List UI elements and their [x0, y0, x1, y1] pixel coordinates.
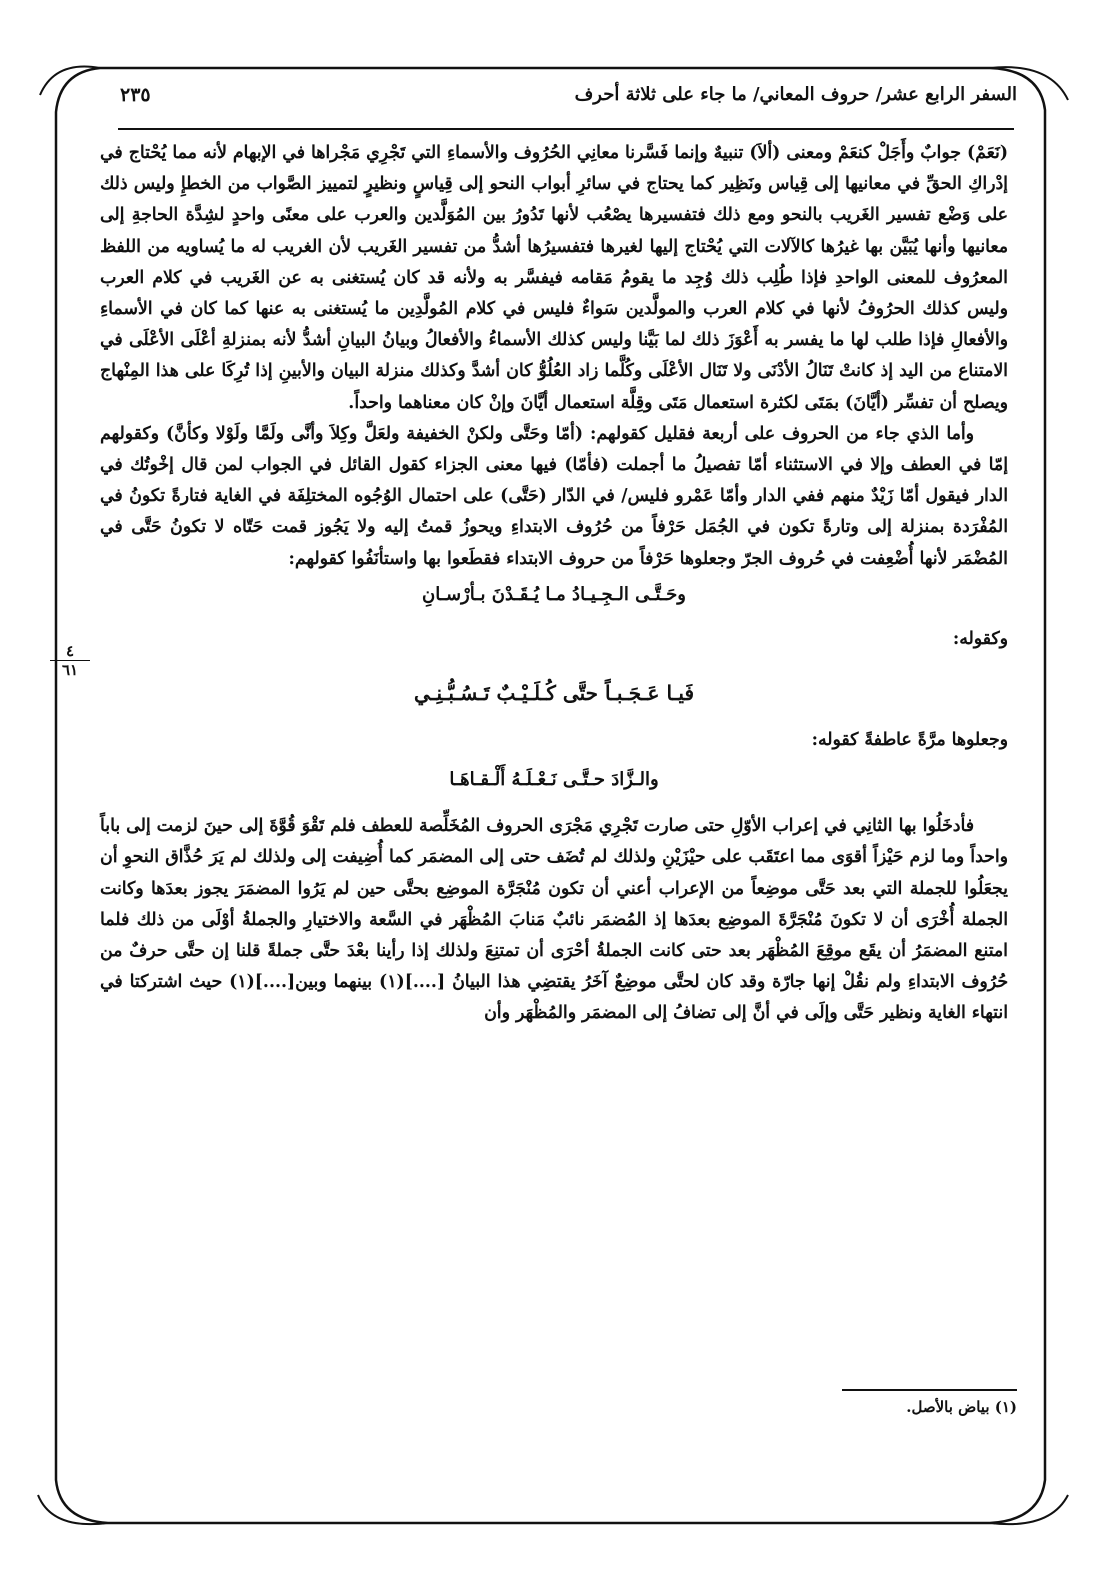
footnote-rule — [842, 1389, 1017, 1391]
verse-cue-1: وكقوله: — [952, 628, 1008, 649]
margin-folio-page: ٦١ — [61, 661, 79, 679]
footnote: (١) بياض بالأصل. — [906, 1398, 1017, 1416]
header-rule — [118, 128, 1014, 130]
verse-3: والـزَّادَ حـتَّـى نَـعْـلَـهُ أَلْـقـاهَـا — [449, 769, 659, 791]
paragraph-3: فأدخَلُوا بها الثانِي في إعراب الأوّلِ حتى صارت تَجْرِي مَجْرَى الحروف المُخَلِّصة للعطف فلم تَقْوَ قُوَّةَ إلى حينَ لزمت إلى باباً واحداً وما لزم حَيْزاً أقوَى مما اعتَقَب على حيْزَيْنِ ولذلك لم تُضَف حتى إلى المضمَر كما أُضِيفت إلى ولذلك لم يَرَ حُذَّاق النحوِ أن يجعَلُوا للجملة التي بعد حَتَّى موضِعاً من الإعراب أعني أن تكون مُنْجَرَّة الموضِع بحتَّى حين لم يَرُوا المضمَرَ يجوز بعدَها وكانت الجملة أُخْرَى أن لا تكونَ مُنْجَرَّةَ الموضِع بعدَها إذ المُضمَر نائبٌ مَنابَ المُظْهَر في السَّعة والاختيارِ والجملةُ أوْلَى من ذلك فلما امتنع المضمَرُ أن يقَع موقِعَ المُظْهَر بعد حتى كانت الجملةُ أحْرَى أن تمتنِعَ ولذلك إذا رأينا بعْدَ حتَّى جملةً قلنا إن حتَّى حرفٌ من حُرُوف الابتداءِ ولم نقُلْ إنها جارّة وقد كان لحتَّى موضِعٌ آخَرُ يقتضِي هذا البيانُ [....](١) بينهما وبين[....](١) حيث اشتركتا في انتهاء الغاية ونظير حَتَّى وإلَى في أنَّ إلى تضافُ إلى المضمَر والمُظْهَر وأن — [100, 816, 1008, 1024]
running-header: السفر الرابع عشر/ حروف المعاني/ ما جاء على ثلاثة أحرف — [574, 84, 1017, 105]
margin-folio-reference — [50, 642, 90, 679]
main-text — [100, 138, 1008, 1030]
margin-folio-number: ٤ — [50, 642, 90, 661]
frame-corner-bottom-left — [38, 1495, 108, 1524]
verse-1: وحَـتَّـى الـجِـيـادُ مـا يُـقَـدْنَ بـأرْسـانِ — [422, 583, 686, 605]
page-number: ٢٣٥ — [120, 84, 151, 106]
verse-cue-2: وجعلوها مرَّةً عاطفةً كقوله: — [811, 730, 1008, 751]
paragraph-1: (نَعَمْ) جوابٌ وأَجَلْ كنعَمْ ومعنى (ألاَ) تنبيهٌ وإنما فَسَّرنا معانِي الحُرُوف والأسماءِ التي تَجْرِي مَجْراها في الإبهام لأنه مما يُحْتاج في إدْراكِ الحقِّ في معانيها إلى قِياس ونَظِير كما يحتاج في سائرِ أبواب النحو إلى قِياسٍ ونظيرٍ لتمييز الصَّواب من الخطإِ وليس ذلك على وَضْع تفسير الغَريب بالنحو ومع ذلك فتفسيرها يصْعُب لأنها تَدُورُ بين المُوَلَّدين والعرب على معنًى واحدٍ لشِدَّة الحاجةِ إلى معانيها وأنها يُبَيَّن بها غيرُها كالآلات التي يُحْتاج إليها لغيرها فتفسيرُها أشدُّ من تفسير الغَريب لأن الغريب له ما يُساويه من اللفظ المعرُوف للمعنى الواحدِ فإذا طُلِب ذلك وُجِد ما يقومُ مَقامه فيفسَّر به ولأنه قد كان يُستغنى به عن الغَريب في كلام العرب وليس كذلك الحرُوفُ لأنها في كلام العرب والمولَّدين سَواءٌ فليس في كلام المُولَّدِين ما يُستغنى به عنها كما كان في الأسماءِ والأفعالِ فإذا طلب لها ما يفسر به أَعْوَزَ ذلك لما بَيَّنا وليس كذلك الأسماءُ والأفعالُ وبيانُ البيانِ أشدُّ لأنه بمنزلةِ أعْلَى الأعْلَى في الامتناع من اليد إذ كانتْ تَنَالُ الأدْنَى ولا تَنَال الأعْلَى وكُلَّما زاد العُلُوُّ كان أشدَّ وكذلك منزلة البيان والأبينِ إذا تُرِكَا على هذا المِنْهاج ويصلح أن تفسِّر (أيَّانَ) بمَتَى لكثرة استعمال مَتَى وقِلَّة استعمال أيَّانَ وإنْ كان معناهما واحداً. — [100, 143, 1008, 413]
verse-2: فَيـا عَـجَـبـاً حتَّى كُـلَـيْـبٌ تَـسُـبُّـنِـي — [414, 681, 694, 706]
paragraph-2: وأما الذي جاء من الحروف على أربعة فقليل كقولهم: (أمّا وحَتَّى ولكنْ الخفيفة ولعَلَّ وكِلاَ وأنَّى ولَمَّا ولَوْلا وكأنَّ) وكقولهم إمّا في العطف وإلا في الاستثناء أمّا تفصيلُ ما أجملت (فأمّا) فيها معنى الجزاء كقول القائل في الجواب لمن قال إخْوتُك في الدار فيقول أمّا زَيْدٌ منهم ففي الدار وأمّا عَمْرو فليس/ في الدّار (حَتَّى) على احتمال الوُجُوه المختلِفَة في الغاية فتارةً تكونُ في المُفْرَدة بمنزلة إلى وتارةً تكون في الجُمَل حَرْفاً من حُرُوف الابتداءِ ويحوزُ قمتُ إليه ولا يَجُوز قمت حَتّاه لا تكونُ حَتَّى في المُضْمَر لأنها أُضْعِفت في حُروف الجرّ وجعلوها حَرْفاً من حروف الابتداء فقطَعوا بها واستأنَفُوا كقولهم: — [100, 423, 1008, 569]
